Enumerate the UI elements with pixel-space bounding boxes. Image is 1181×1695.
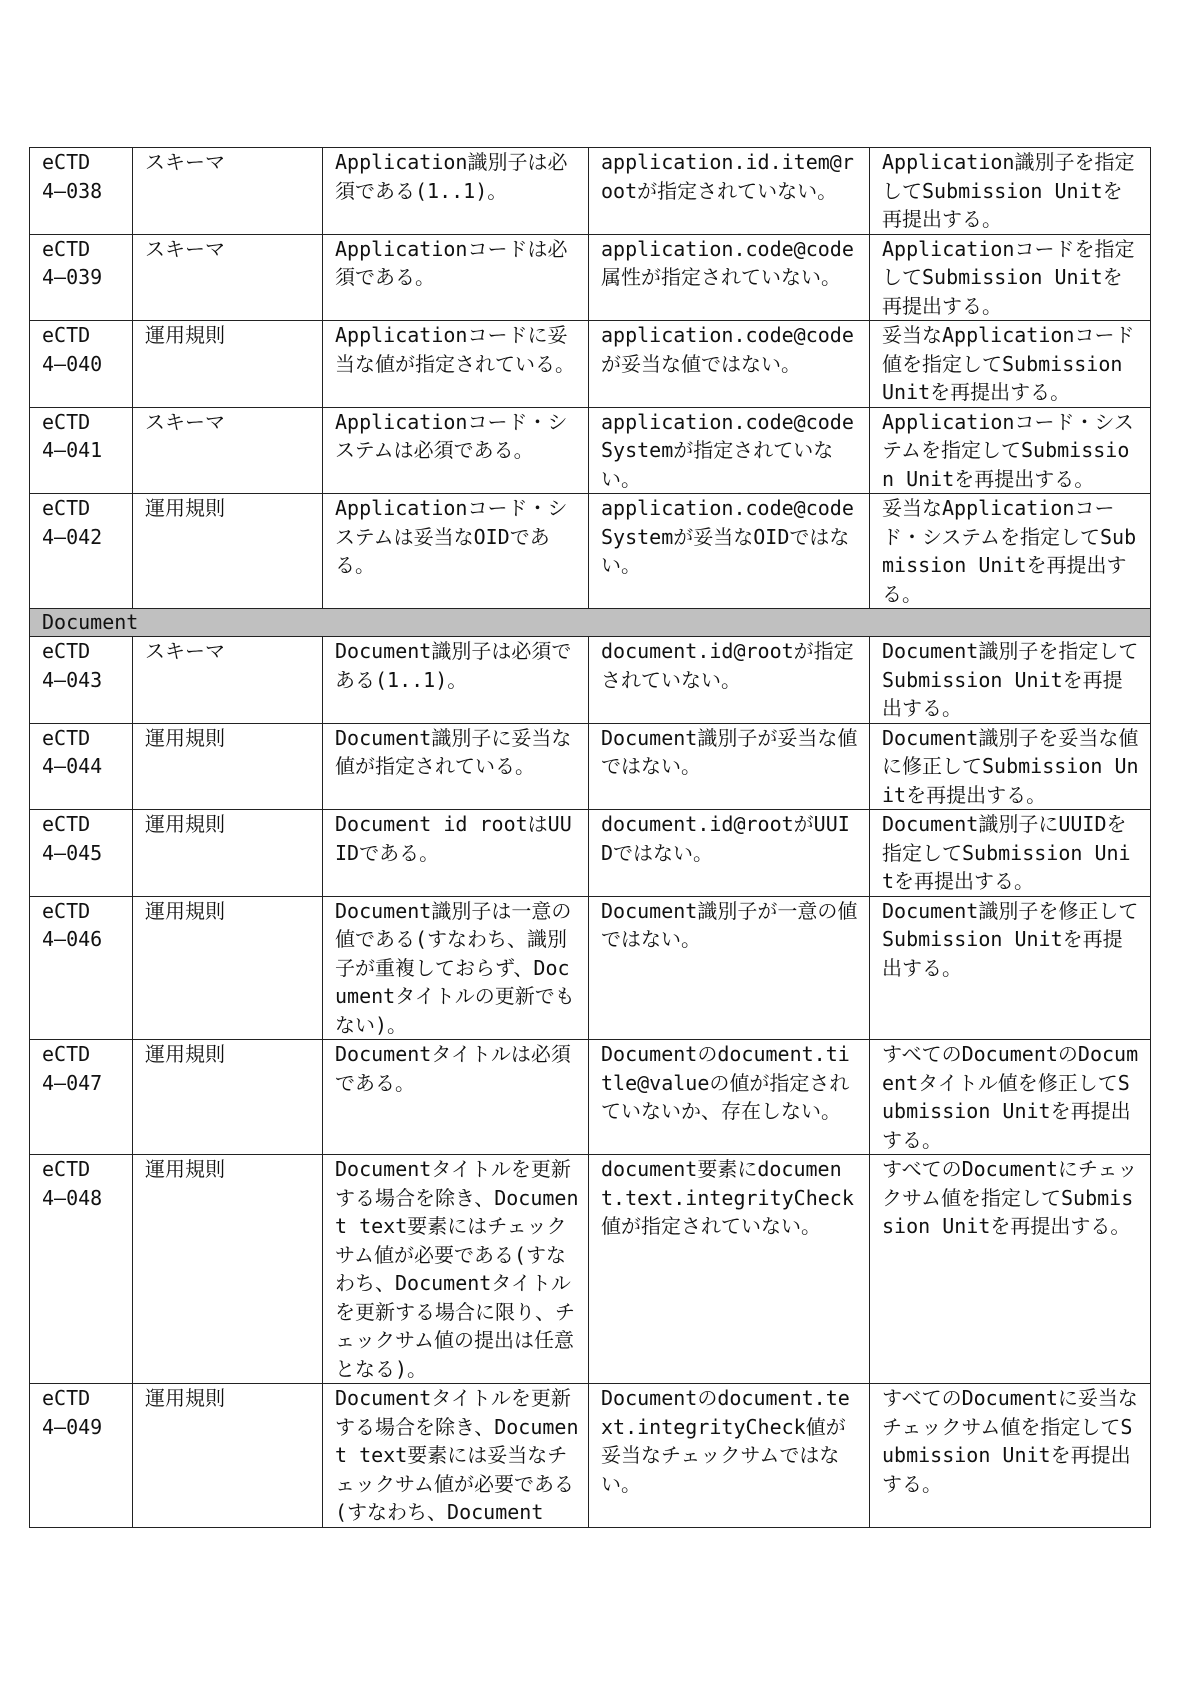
condition-cell: application.code@codeが妥当な値ではない。 [589, 321, 870, 408]
category-cell: スキーマ [133, 148, 323, 235]
description-cell: Documentタイトルは必須である。 [323, 1040, 589, 1155]
condition-cell: document.id@rootがUUIDではない。 [589, 810, 870, 897]
action-cell: Document識別子にUUIDを指定してSubmission Unitを再提出する。 [870, 810, 1151, 897]
description-cell: Document id rootはUUIDである。 [323, 810, 589, 897]
action-cell: Document識別子を修正してSubmission Unitを再提出する。 [870, 896, 1151, 1040]
category-cell: 運用規則 [133, 494, 323, 609]
table-row [30, 1155, 1151, 1384]
table-row [30, 810, 1151, 897]
table-row [30, 321, 1151, 408]
condition-cell: Documentのdocument.title@valueの値が指定されていないか、存在しない。 [589, 1040, 870, 1155]
table-row [30, 1384, 1151, 1528]
rule-id-cell: eCTD 4—039 [30, 234, 133, 321]
category-cell: 運用規則 [133, 1155, 323, 1384]
table-row [30, 234, 1151, 321]
rule-id-cell: eCTD 4—045 [30, 810, 133, 897]
description-cell: Document識別子に妥当な値が指定されている。 [323, 723, 589, 810]
condition-cell: application.code@codeSystemが妥当なOIDではない。 [589, 494, 870, 609]
rule-id-cell: eCTD 4—046 [30, 896, 133, 1040]
table-row [30, 896, 1151, 1040]
condition-cell: document要素にdocument.text.integrityCheck値が指定されていない。 [589, 1155, 870, 1384]
rule-id-cell: eCTD 4—042 [30, 494, 133, 609]
description-cell: Applicationコードに妥当な値が指定されている。 [323, 321, 589, 408]
table-row [30, 1040, 1151, 1155]
action-cell: すべてのDocumentに妥当なチェックサム値を指定してSubmission Unitを再提出する。 [870, 1384, 1151, 1528]
rule-id-cell: eCTD 4—043 [30, 637, 133, 724]
action-cell: 妥当なApplicationコード・システムを指定してSubmission Unitを再提出する。 [870, 494, 1151, 609]
category-cell: 運用規則 [133, 896, 323, 1040]
description-cell: Applicationコードは必須である。 [323, 234, 589, 321]
condition-cell: Document識別子が一意の値ではない。 [589, 896, 870, 1040]
action-cell: Document識別子を指定してSubmission Unitを再提出する。 [870, 637, 1151, 724]
action-cell: Document識別子を妥当な値に修正してSubmission Unitを再提出する。 [870, 723, 1151, 810]
action-cell: すべてのDocumentにチェックサム値を指定してSubmission Unitを再提出する。 [870, 1155, 1151, 1384]
rule-id-cell: eCTD 4—044 [30, 723, 133, 810]
table-body-document [30, 637, 1151, 1528]
rule-id-cell: eCTD 4—041 [30, 407, 133, 494]
description-cell: Documentタイトルを更新する場合を除き、Document text要素には妥当なチェックサム値が必要である(すなわち、Document [323, 1384, 589, 1528]
condition-cell: Documentのdocument.text.integrityCheck値が妥当なチェックサムではない。 [589, 1384, 870, 1528]
section-header-label: Document [30, 609, 1151, 637]
condition-cell: application.code@code属性が指定されていない。 [589, 234, 870, 321]
category-cell: 運用規則 [133, 1384, 323, 1528]
condition-cell: document.id@rootが指定されていない。 [589, 637, 870, 724]
table-row [30, 407, 1151, 494]
rule-id-cell: eCTD 4—049 [30, 1384, 133, 1528]
description-cell: Applicationコード・システムは必須である。 [323, 407, 589, 494]
table-body-section [30, 609, 1151, 637]
description-cell: Document識別子は一意の値である(すなわち、識別子が重複しておらず、Documentタイトルの更新でもない)。 [323, 896, 589, 1040]
category-cell: スキーマ [133, 637, 323, 724]
category-cell: 運用規則 [133, 810, 323, 897]
category-cell: スキーマ [133, 407, 323, 494]
table-row [30, 148, 1151, 235]
description-cell: Documentタイトルを更新する場合を除き、Document text要素にはチェックサム値が必要である(すなわち、Documentタイトルを更新する場合に限り、チェックサム値の提出は任意となる)。 [323, 1155, 589, 1384]
rules-table [29, 147, 1151, 1528]
description-cell: Applicationコード・システムは妥当なOIDである。 [323, 494, 589, 609]
action-cell: Applicationコード・システムを指定してSubmission Unitを再提出する。 [870, 407, 1151, 494]
table-row [30, 723, 1151, 810]
table-row [30, 637, 1151, 724]
rule-id-cell: eCTD 4—048 [30, 1155, 133, 1384]
category-cell: 運用規則 [133, 321, 323, 408]
category-cell: 運用規則 [133, 723, 323, 810]
category-cell: 運用規則 [133, 1040, 323, 1155]
action-cell: Application識別子を指定してSubmission Unitを再提出する。 [870, 148, 1151, 235]
section-header-row [30, 609, 1151, 637]
table-row [30, 494, 1151, 609]
condition-cell: application.code@codeSystemが指定されていない。 [589, 407, 870, 494]
action-cell: すべてのDocumentのDocumentタイトル値を修正してSubmission Unitを再提出する。 [870, 1040, 1151, 1155]
description-cell: Application識別子は必須である(1..1)。 [323, 148, 589, 235]
description-cell: Document識別子は必須である(1..1)。 [323, 637, 589, 724]
condition-cell: Document識別子が妥当な値ではない。 [589, 723, 870, 810]
category-cell: スキーマ [133, 234, 323, 321]
action-cell: 妥当なApplicationコード値を指定してSubmission Unitを再提出する。 [870, 321, 1151, 408]
rule-id-cell: eCTD 4—047 [30, 1040, 133, 1155]
table-body-application [30, 148, 1151, 609]
action-cell: Applicationコードを指定してSubmission Unitを再提出する。 [870, 234, 1151, 321]
condition-cell: application.id.item@rootが指定されていない。 [589, 148, 870, 235]
rule-id-cell: eCTD 4—040 [30, 321, 133, 408]
rule-id-cell: eCTD 4—038 [30, 148, 133, 235]
